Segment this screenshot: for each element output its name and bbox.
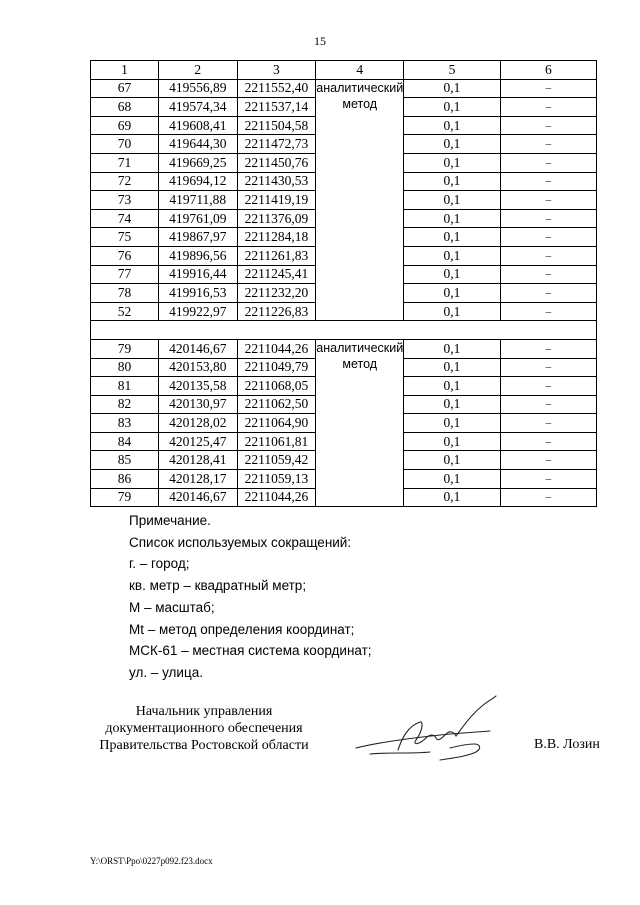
table-cell: 419761,09 [158, 209, 237, 228]
table-cell: 0,1 [404, 228, 500, 247]
note-line: Mt – метод определения координат; [129, 621, 355, 637]
signatory-title-line: документационного обеспечения [105, 721, 303, 736]
header-cell: 5 [404, 61, 500, 80]
method-cell [316, 79, 404, 321]
table-cell: 0,1 [404, 172, 500, 191]
table-cell: 2211061,81 [237, 432, 316, 451]
table-cell: 2211064,90 [237, 414, 316, 433]
table-cell: 0,1 [404, 246, 500, 265]
table-cell: 420135,58 [158, 377, 237, 396]
table-cell: 420130,97 [158, 395, 237, 414]
table-cell: 0,1 [404, 358, 500, 377]
table-cell: 2211062,50 [237, 395, 316, 414]
table-cell: 69 [91, 116, 159, 135]
table-cell: 75 [91, 228, 159, 247]
table-cell: – [500, 116, 596, 135]
table-cell: 2211049,79 [237, 358, 316, 377]
note-line: МСК-61 – местная система координат; [129, 643, 372, 659]
table-cell: – [500, 432, 596, 451]
table-cell: 0,1 [404, 302, 500, 321]
table-cell: 2211044,26 [237, 339, 316, 358]
notes-section [129, 510, 372, 684]
table-cell: – [500, 265, 596, 284]
table-cell: – [500, 172, 596, 191]
table-cell: – [500, 98, 596, 117]
table-cell: 2211232,20 [237, 284, 316, 303]
table-cell: 2211245,41 [237, 265, 316, 284]
table-cell: 0,1 [404, 395, 500, 414]
table-cell: 68 [91, 98, 159, 117]
table-cell: – [500, 470, 596, 489]
table-cell: 67 [91, 79, 159, 98]
table-cell: 0,1 [404, 284, 500, 303]
table-cell: – [500, 339, 596, 358]
header-cell: 1 [91, 61, 159, 80]
table-cell: 74 [91, 209, 159, 228]
table-cell: 0,1 [404, 98, 500, 117]
table-cell: 79 [91, 339, 159, 358]
table-cell: 84 [91, 432, 159, 451]
table-cell: 0,1 [404, 414, 500, 433]
table-cell: 419669,25 [158, 153, 237, 172]
header-cell: 6 [500, 61, 596, 80]
signatory-title-line: Правительства Ростовской области [99, 738, 309, 753]
table-cell: 86 [91, 470, 159, 489]
page-number: 15 [314, 34, 326, 48]
table-cell: 78 [91, 284, 159, 303]
table-cell: 81 [91, 377, 159, 396]
note-line: г. – город; [129, 556, 190, 572]
table-cell: 77 [91, 265, 159, 284]
table-cell: 420128,41 [158, 451, 237, 470]
header-cell: 3 [237, 61, 316, 80]
note-line: Примечание. [129, 513, 211, 528]
table-cell: 2211450,76 [237, 153, 316, 172]
table-cell: 2211044,26 [237, 488, 316, 507]
table-cell: 0,1 [404, 339, 500, 358]
table-cell: 2211430,53 [237, 172, 316, 191]
table-cell: 420146,67 [158, 488, 237, 507]
table-cell: 2211419,19 [237, 191, 316, 210]
table-cell: – [500, 395, 596, 414]
table-cell: – [500, 488, 596, 507]
table-cell: – [500, 228, 596, 247]
separator-cell [91, 321, 597, 340]
table-cell: 419574,34 [158, 98, 237, 117]
note-line: Список используемых сокращений: [129, 534, 352, 550]
table-cell: 76 [91, 246, 159, 265]
table-cell: – [500, 284, 596, 303]
table-cell: 420128,17 [158, 470, 237, 489]
table-cell: 420153,80 [158, 358, 237, 377]
table-cell: 419922,97 [158, 302, 237, 321]
table-cell: 0,1 [404, 153, 500, 172]
table-cell: 0,1 [404, 209, 500, 228]
table-cell: 71 [91, 153, 159, 172]
table-row [91, 339, 597, 358]
table-cell: 419916,44 [158, 265, 237, 284]
table-cell: 419896,56 [158, 246, 237, 265]
table-cell: 419711,88 [158, 191, 237, 210]
table-cell: 0,1 [404, 135, 500, 154]
table-cell: – [500, 451, 596, 470]
separator-row [91, 321, 597, 340]
signatory-title [84, 703, 324, 754]
note-line: ул. – улица. [129, 664, 203, 680]
table-cell: 79 [91, 488, 159, 507]
table-cell: 2211059,13 [237, 470, 316, 489]
table-cell: 0,1 [404, 451, 500, 470]
table-cell: 2211504,58 [237, 116, 316, 135]
table-cell: 73 [91, 191, 159, 210]
table-cell: 0,1 [404, 377, 500, 396]
signatory-name: В.В. Лозин [534, 737, 600, 752]
table-cell: 419556,89 [158, 79, 237, 98]
table-cell: 0,1 [404, 432, 500, 451]
table-cell: 2211261,83 [237, 246, 316, 265]
table-cell: 0,1 [404, 470, 500, 489]
table-cell: – [500, 377, 596, 396]
table-cell: 2211284,18 [237, 228, 316, 247]
table-cell: – [500, 414, 596, 433]
note-line: М – масштаб; [129, 599, 215, 615]
table-cell: 52 [91, 302, 159, 321]
table-cell: 83 [91, 414, 159, 433]
table-cell: 2211472,73 [237, 135, 316, 154]
table-cell: – [500, 246, 596, 265]
handwritten-signature [350, 688, 500, 773]
table-cell: 419608,41 [158, 116, 237, 135]
table-cell: – [500, 191, 596, 210]
method-line: метод [342, 356, 378, 371]
table-cell: 2211376,09 [237, 209, 316, 228]
table-cell: 420128,02 [158, 414, 237, 433]
signatory-title-line: Начальник управления [135, 704, 273, 719]
method-line: аналитический [316, 80, 404, 95]
method-cell [316, 339, 404, 506]
table-cell: – [500, 79, 596, 98]
table-cell: – [500, 135, 596, 154]
table-cell: 420146,67 [158, 339, 237, 358]
table-cell: – [500, 302, 596, 321]
header-row [91, 61, 597, 80]
table-cell: 0,1 [404, 488, 500, 507]
table-row [91, 79, 597, 98]
table-cell: 0,1 [404, 191, 500, 210]
table-cell: 419644,30 [158, 135, 237, 154]
note-line: кв. метр – квадратный метр; [129, 578, 307, 594]
table-cell: 70 [91, 135, 159, 154]
table-cell: – [500, 209, 596, 228]
table-cell: 2211059,42 [237, 451, 316, 470]
table-cell: 419867,97 [158, 228, 237, 247]
method-line: метод [342, 96, 378, 111]
table-cell: 0,1 [404, 79, 500, 98]
method-line: аналитический [316, 340, 404, 355]
table-cell: 2211552,40 [237, 79, 316, 98]
table-cell: 0,1 [404, 116, 500, 135]
table-cell: 420125,47 [158, 432, 237, 451]
table-cell: – [500, 358, 596, 377]
file-path: Y:\ORST\Ppo\0227p092.f23.docx [90, 856, 213, 866]
table-cell: 2211537,14 [237, 98, 316, 117]
table-cell: 85 [91, 451, 159, 470]
table-cell: 419916,53 [158, 284, 237, 303]
coordinates-table [90, 60, 597, 507]
table-cell: 2211226,83 [237, 302, 316, 321]
table-cell: 0,1 [404, 265, 500, 284]
table-cell: – [500, 153, 596, 172]
table-cell: 419694,12 [158, 172, 237, 191]
table-cell: 82 [91, 395, 159, 414]
header-cell: 2 [158, 61, 237, 80]
table-cell: 80 [91, 358, 159, 377]
table-cell: 72 [91, 172, 159, 191]
header-cell: 4 [316, 61, 404, 80]
table-cell: 2211068,05 [237, 377, 316, 396]
